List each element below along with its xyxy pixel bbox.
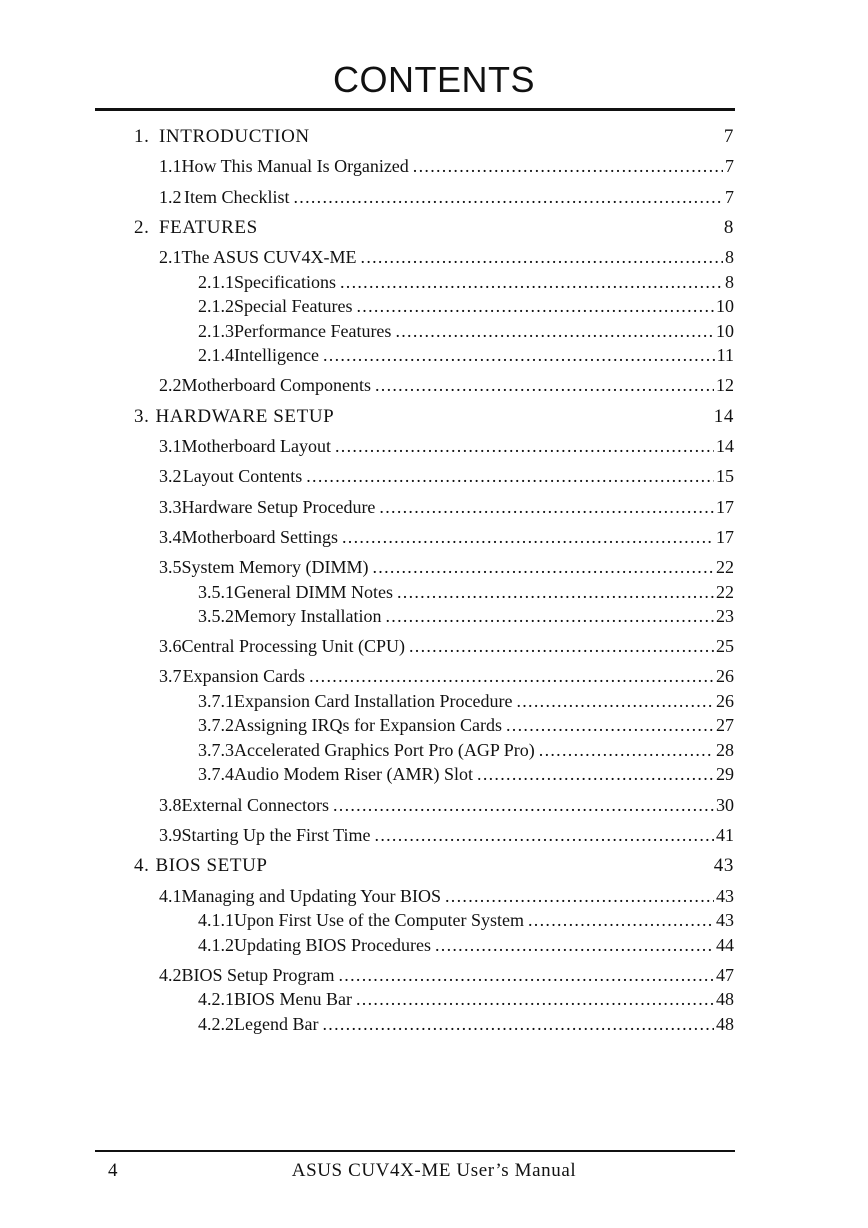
toc-entry-number: 3.3	[159, 497, 182, 517]
toc-entry-label: BIOS Setup Program	[181, 965, 335, 985]
toc-entry[interactable]	[159, 666, 734, 687]
toc-entry-page: 8	[725, 247, 734, 267]
toc-entry-label: Expansion Card Installation Procedure	[234, 691, 513, 711]
toc-entry[interactable]	[134, 855, 734, 877]
toc-entry[interactable]	[159, 375, 734, 396]
toc-dot-leader	[323, 345, 715, 366]
toc-entry[interactable]	[159, 156, 734, 177]
toc-entry-page: 25	[716, 636, 734, 656]
toc-dot-leader	[309, 666, 714, 687]
toc-entry-page: 26	[716, 666, 734, 686]
toc-entry-number: 2.1.4	[198, 345, 234, 365]
toc-entry-page: 22	[716, 582, 734, 602]
toc-entry-page: 43	[716, 910, 734, 930]
toc-entry[interactable]	[159, 247, 734, 268]
toc-entry-label: Upon First Use of the Computer System	[234, 910, 524, 930]
toc-entry-number: 3.7.4	[198, 764, 234, 784]
toc-entry-label: Central Processing Unit (CPU)	[181, 636, 405, 656]
toc-entry-number: 3.9	[159, 825, 182, 845]
toc-entry-number: 3.7.2	[198, 715, 234, 735]
toc-entry-number: 2.2	[159, 375, 182, 395]
toc-entry[interactable]	[159, 436, 734, 457]
toc-entry-page: 23	[716, 606, 734, 626]
footer-rule	[95, 1150, 735, 1152]
toc-entry[interactable]	[198, 345, 734, 366]
toc-entry-label: Managing and Updating Your BIOS	[181, 886, 441, 906]
toc-entry-number: 2.	[134, 217, 150, 238]
toc-entry-page: 14	[713, 406, 734, 427]
toc-dot-leader	[375, 375, 714, 396]
toc-dot-leader	[397, 582, 714, 603]
toc-entry[interactable]	[159, 497, 734, 518]
toc-entry-label: Hardware Setup Procedure	[181, 497, 376, 517]
toc-entry-label: Motherboard Layout	[181, 436, 331, 456]
toc-entry[interactable]	[198, 691, 734, 712]
toc-dot-leader	[356, 989, 714, 1010]
toc-entry[interactable]	[198, 582, 734, 603]
toc-entry-label: Starting Up the First Time	[181, 825, 371, 845]
toc-entry-number: 3.7.3	[198, 740, 234, 760]
toc-entry-label: System Memory (DIMM)	[181, 557, 369, 577]
toc-entry[interactable]	[159, 636, 734, 657]
toc-entry[interactable]	[159, 557, 734, 578]
toc-dot-leader	[395, 321, 714, 342]
toc-entry-number: 3.	[134, 406, 150, 427]
toc-dot-leader	[333, 795, 714, 816]
toc-dot-leader	[339, 965, 715, 986]
toc-entry-label: Memory Installation	[234, 606, 382, 626]
toc-entry-page: 8	[725, 272, 734, 292]
toc-entry-number: 3.5.1	[198, 582, 234, 602]
toc-entry-page: 48	[716, 1014, 734, 1034]
toc-entry-number: 3.2	[159, 466, 182, 486]
toc-entry-label: HARDWARE SETUP	[155, 406, 335, 427]
toc-entry-number: 4.2.1	[198, 989, 234, 1009]
toc-entry-page: 15	[716, 466, 734, 486]
toc-entry-page: 30	[716, 795, 734, 815]
toc-entry-number: 4.1.2	[198, 935, 234, 955]
toc-entry-page: 48	[716, 989, 734, 1009]
toc-dot-leader	[356, 296, 714, 317]
toc-entry-number: 4.1.1	[198, 910, 234, 930]
toc-entry-label: External Connectors	[181, 795, 329, 815]
toc-dot-leader	[379, 497, 714, 518]
toc-entry[interactable]	[198, 764, 734, 785]
toc-entry-label: Audio Modem Riser (AMR) Slot	[234, 764, 474, 784]
toc-dot-leader	[306, 466, 714, 487]
toc-entry-label: Performance Features	[234, 321, 392, 341]
toc-entry-label: Layout Contents	[182, 466, 303, 486]
toc-entry-label: FEATURES	[159, 217, 258, 238]
toc-entry-label: BIOS SETUP	[155, 855, 268, 876]
toc-entry-label: Expansion Cards	[182, 666, 306, 686]
toc-entry-number: 2.1.1	[198, 272, 234, 292]
toc-entry-page: 22	[716, 557, 734, 577]
toc-dot-leader	[385, 606, 714, 627]
toc-entry[interactable]	[198, 910, 734, 931]
toc-entry-number: 3.8	[159, 795, 182, 815]
toc-dot-leader	[322, 1014, 714, 1035]
toc-entry-page: 7	[723, 126, 734, 147]
toc-dot-leader	[375, 825, 714, 846]
toc-entry-page: 17	[716, 497, 734, 517]
toc-entry-page: 10	[716, 321, 734, 341]
toc-entry[interactable]	[198, 321, 734, 342]
toc-entry-label: Motherboard Components	[181, 375, 371, 395]
toc-entry-page: 47	[716, 965, 734, 985]
toc-entry-number: 3.5.2	[198, 606, 234, 626]
toc-dot-leader	[335, 436, 714, 457]
toc-entry-number: 3.7	[159, 666, 182, 686]
toc-entry-page: 10	[716, 296, 734, 316]
toc-entry[interactable]	[134, 217, 734, 239]
toc-entry[interactable]	[198, 740, 734, 761]
toc-entry-number: 3.4	[159, 527, 182, 547]
toc-entry-label: INTRODUCTION	[159, 126, 310, 147]
toc-entry-label: Intelligence	[234, 345, 319, 365]
toc-dot-leader	[373, 557, 715, 578]
toc-entry-page: 8	[723, 217, 734, 238]
toc-entry-label: Legend Bar	[234, 1014, 319, 1034]
toc-entry[interactable]	[159, 466, 734, 487]
toc-entry-label: Motherboard Settings	[181, 527, 338, 547]
toc-entry[interactable]	[134, 406, 734, 428]
toc-dot-leader	[528, 910, 714, 931]
toc-dot-leader	[409, 636, 714, 657]
toc-dot-leader	[516, 691, 714, 712]
toc-entry-number: 2.1.2	[198, 296, 234, 316]
toc-entry[interactable]	[159, 527, 734, 548]
toc-entry[interactable]	[159, 825, 734, 846]
toc-entry-page: 14	[716, 436, 734, 456]
toc-entry-label: BIOS Menu Bar	[234, 989, 352, 1009]
toc-entry-number: 4.1	[159, 886, 182, 906]
toc-entry-number: 1.1	[159, 156, 182, 176]
footer-page-number: 4	[108, 1160, 118, 1181]
toc-entry-label: Special Features	[234, 296, 353, 316]
toc-entry[interactable]	[134, 126, 734, 148]
toc-entry-number: 2.1.3	[198, 321, 234, 341]
toc-dot-leader	[293, 187, 723, 208]
toc-entry-page: 44	[716, 935, 734, 955]
toc-entry[interactable]	[198, 272, 734, 293]
toc-entry-label: Accelerated Graphics Port Pro (AGP Pro)	[234, 740, 535, 760]
toc-entry[interactable]	[159, 886, 734, 907]
toc-entry[interactable]	[198, 606, 734, 627]
toc-entry[interactable]	[159, 187, 734, 208]
toc-entry-page: 7	[725, 156, 734, 176]
toc-entry-number: 4.	[134, 855, 150, 876]
toc-entry[interactable]	[198, 989, 734, 1010]
toc-entry[interactable]	[198, 715, 734, 736]
toc-entry-page: 11	[716, 345, 734, 365]
toc-entry-page: 43	[716, 886, 734, 906]
toc-entry-label: How This Manual Is Organized	[181, 156, 409, 176]
toc-entry-number: 3.1	[159, 436, 182, 456]
toc-entry-page: 12	[716, 375, 734, 395]
toc-entry-number: 1.2	[159, 187, 182, 207]
toc-entry-number: 2.1	[159, 247, 182, 267]
toc-entry-number: 3.5	[159, 557, 182, 577]
toc-dot-leader	[477, 764, 714, 785]
toc-dot-leader	[539, 740, 714, 761]
toc-entry-label: Specifications	[234, 272, 336, 292]
toc-dot-leader	[413, 156, 723, 177]
toc-entry[interactable]	[159, 965, 734, 986]
title-rule	[95, 108, 735, 111]
toc-dot-leader	[342, 527, 714, 548]
toc-entry-label: General DIMM Notes	[234, 582, 393, 602]
toc-entry-page: 27	[716, 715, 734, 735]
toc-dot-leader	[506, 715, 714, 736]
toc-entry-page: 17	[716, 527, 734, 547]
toc-dot-leader	[435, 935, 714, 956]
toc-entry-number: 4.2.2	[198, 1014, 234, 1034]
toc-entry-label: Item Checklist	[184, 187, 290, 207]
toc-entry[interactable]	[159, 795, 734, 816]
toc-entry-number: 4.2	[159, 965, 182, 985]
footer-manual-title: ASUS CUV4X-ME User’s Manual	[291, 1160, 577, 1181]
toc-entry[interactable]	[198, 935, 734, 956]
toc-dot-leader	[340, 272, 723, 293]
toc-entry-page: 28	[716, 740, 734, 760]
toc-entry-page: 7	[725, 187, 734, 207]
toc-entry-label: Assigning IRQs for Expansion Cards	[234, 715, 502, 735]
toc-dot-leader	[445, 886, 714, 907]
toc-entry-number: 3.6	[159, 636, 182, 656]
toc-entry-page: 41	[716, 825, 734, 845]
toc-entry-page: 26	[716, 691, 734, 711]
toc-entry-page: 43	[713, 855, 734, 876]
toc-entry[interactable]	[198, 296, 734, 317]
toc-entry-page: 29	[716, 764, 734, 784]
toc-entry-label: The ASUS CUV4X-ME	[181, 247, 357, 267]
toc-entry-label: Updating BIOS Procedures	[234, 935, 431, 955]
toc-entry-number: 1.	[134, 126, 150, 147]
page-title: CONTENTS	[333, 59, 535, 100]
toc-dot-leader	[361, 247, 723, 268]
toc-entry[interactable]	[198, 1014, 734, 1035]
toc-entry-number: 3.7.1	[198, 691, 234, 711]
